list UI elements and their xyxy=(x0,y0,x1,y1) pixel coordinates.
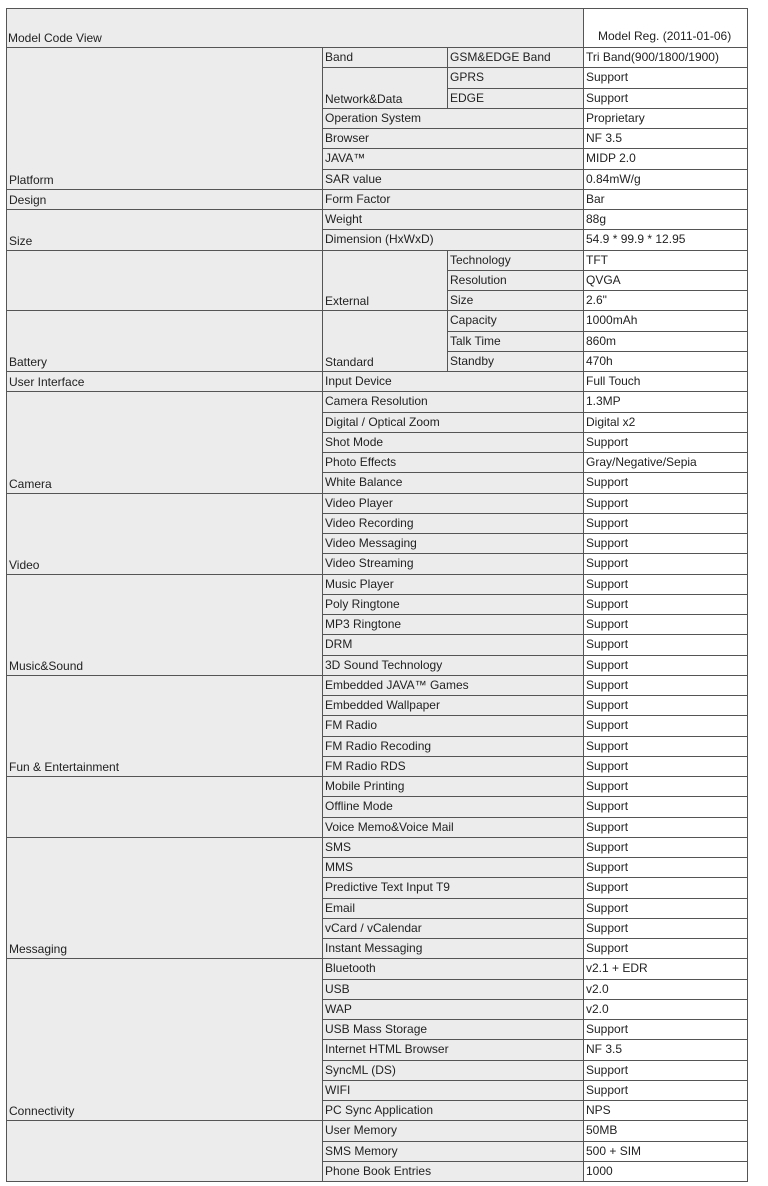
feature-cell: Instant Messaging xyxy=(322,939,583,959)
feature-cell: Phone Book Entries xyxy=(322,1162,583,1182)
value-cell: Support xyxy=(583,919,748,939)
category-label: Design xyxy=(9,193,47,207)
feature-cell: Browser xyxy=(322,129,583,149)
value-cell: 54.9 * 99.9 * 12.95 xyxy=(583,230,748,250)
feature-cell: Digital / Optical Zoom xyxy=(322,413,583,433)
feature-cell: Camera Resolution xyxy=(322,392,583,412)
value-cell: v2.1 + EDR xyxy=(583,959,748,979)
value-cell: Support xyxy=(583,797,748,817)
category-label: Fun & Entertainment xyxy=(9,760,120,774)
value-cell: 1000mAh xyxy=(583,311,748,331)
value-cell: 2.6" xyxy=(583,291,748,311)
group-cell xyxy=(322,68,447,109)
value-cell: Support xyxy=(583,554,748,574)
value-cell: MIDP 2.0 xyxy=(583,149,748,169)
category-cell xyxy=(6,210,322,251)
value-cell: Support xyxy=(583,595,748,615)
feature-cell: Operation System xyxy=(322,109,583,129)
feature-cell: User Memory xyxy=(322,1121,583,1141)
value-cell: 860m xyxy=(583,332,748,352)
feature-cell: Input Device xyxy=(322,372,583,392)
category-label: Battery xyxy=(9,355,48,369)
value-cell: Support xyxy=(583,757,748,777)
feature-cell: Internet HTML Browser xyxy=(322,1040,583,1060)
value-cell: Support xyxy=(583,899,748,919)
value-cell: 500 + SIM xyxy=(583,1142,748,1162)
category-cell xyxy=(6,251,322,312)
value-cell: v2.0 xyxy=(583,980,748,1000)
value-cell: Support xyxy=(583,635,748,655)
feature-cell: PC Sync Application xyxy=(322,1101,583,1121)
feature-cell: Video Messaging xyxy=(322,534,583,554)
feature-cell: WAP xyxy=(322,1000,583,1020)
feature-cell: Predictive Text Input T9 xyxy=(322,878,583,898)
value-cell: Support xyxy=(583,68,748,88)
feature-cell: Email xyxy=(322,899,583,919)
category-label: Connectivity xyxy=(9,1104,75,1119)
category-label: Video xyxy=(9,557,40,572)
value-cell: Support xyxy=(583,838,748,858)
category-cell xyxy=(6,48,322,190)
value-cell: 1000 xyxy=(583,1162,748,1182)
feature-cell: Voice Memo&Voice Mail xyxy=(322,818,583,838)
subfeature-cell: GPRS xyxy=(447,68,583,88)
value-cell: QVGA xyxy=(583,271,748,291)
subfeature-cell: Size xyxy=(447,291,583,311)
value-cell: TFT xyxy=(583,251,748,271)
category-cell xyxy=(6,392,322,493)
feature-cell: SAR value xyxy=(322,170,583,190)
value-cell: Digital x2 xyxy=(583,413,748,433)
feature-cell: JAVA™ xyxy=(322,149,583,169)
value-cell: Support xyxy=(583,878,748,898)
feature-cell: Embedded JAVA™ Games xyxy=(322,676,583,696)
category-cell xyxy=(6,959,322,1121)
feature-cell: Form Factor xyxy=(322,190,583,210)
category-cell xyxy=(6,575,322,676)
category-cell xyxy=(6,676,322,777)
value-cell: Support xyxy=(583,433,748,453)
feature-cell: WIFI xyxy=(322,1081,583,1101)
feature-cell: MMS xyxy=(322,858,583,878)
feature-cell: FM Radio Recoding xyxy=(322,737,583,757)
value-cell: 0.84mW/g xyxy=(583,170,748,190)
subfeature-cell: Talk Time xyxy=(447,332,583,352)
category-cell xyxy=(6,1121,322,1182)
feature-cell: Shot Mode xyxy=(322,433,583,453)
subfeature-cell: Standby xyxy=(447,352,583,372)
value-cell: Support xyxy=(583,1020,748,1040)
category-cell xyxy=(6,494,322,575)
value-cell: Support xyxy=(583,696,748,716)
feature-cell: FM Radio xyxy=(322,716,583,736)
feature-cell: DRM xyxy=(322,635,583,655)
subfeature-cell: Resolution xyxy=(447,271,583,291)
value-cell: Bar xyxy=(583,190,748,210)
value-cell: Support xyxy=(583,858,748,878)
value-cell: NF 3.5 xyxy=(583,1040,748,1060)
feature-cell: Music Player xyxy=(322,575,583,595)
group-label: External xyxy=(325,294,370,309)
value-cell: Support xyxy=(583,575,748,595)
subfeature-cell: Capacity xyxy=(447,311,583,331)
feature-cell: USB Mass Storage xyxy=(322,1020,583,1040)
value-cell: NPS xyxy=(583,1101,748,1121)
category-cell xyxy=(6,311,322,372)
value-cell: Support xyxy=(583,676,748,696)
model-reg-date: Model Reg. (2011-01-06) xyxy=(598,29,732,43)
feature-cell: SyncML (DS) xyxy=(322,1061,583,1081)
feature-cell: Poly Ringtone xyxy=(322,595,583,615)
feature-cell: SMS Memory xyxy=(322,1142,583,1162)
value-cell: Support xyxy=(583,615,748,635)
category-label: Platform xyxy=(9,172,54,187)
value-cell: Gray/Negative/Sepia xyxy=(583,453,748,473)
value-cell: Support xyxy=(583,656,748,676)
feature-cell: Video Recording xyxy=(322,514,583,534)
value-cell: Full Touch xyxy=(583,372,748,392)
category-label: Music&Sound xyxy=(9,658,84,673)
category-label: Messaging xyxy=(9,942,68,957)
feature-cell: FM Radio RDS xyxy=(322,757,583,777)
feature-cell: Mobile Printing xyxy=(322,777,583,797)
value-cell: Proprietary xyxy=(583,109,748,129)
feature-cell: SMS xyxy=(322,838,583,858)
feature-cell: White Balance xyxy=(322,473,583,493)
value-cell: 470h xyxy=(583,352,748,372)
value-cell: Support xyxy=(583,494,748,514)
feature-cell: Weight xyxy=(322,210,583,230)
value-cell: 88g xyxy=(583,210,748,230)
value-cell: Support xyxy=(583,818,748,838)
category-cell xyxy=(6,838,322,960)
value-cell: Tri Band(900/1800/1900) xyxy=(583,48,748,68)
value-cell: Support xyxy=(583,89,748,109)
value-cell: Support xyxy=(583,716,748,736)
feature-cell: Dimension (HxWxD) xyxy=(322,230,583,250)
feature-cell: Video Player xyxy=(322,494,583,514)
feature-cell: USB xyxy=(322,980,583,1000)
value-cell: Support xyxy=(583,939,748,959)
category-cell xyxy=(6,777,322,838)
category-label: User Interface xyxy=(9,375,85,390)
feature-cell: Offline Mode xyxy=(322,797,583,817)
category-cell xyxy=(6,372,322,392)
feature-cell: Embedded Wallpaper xyxy=(322,696,583,716)
value-cell: Support xyxy=(583,473,748,493)
group-label: Network&Data xyxy=(325,91,403,106)
value-cell: Support xyxy=(583,1061,748,1081)
value-cell: Support xyxy=(583,777,748,797)
feature-cell: Bluetooth xyxy=(322,959,583,979)
feature-cell: Band xyxy=(322,48,447,68)
subfeature-cell: EDGE xyxy=(447,89,583,109)
feature-cell: Video Streaming xyxy=(322,554,583,574)
category-cell xyxy=(6,190,322,210)
feature-cell: MP3 Ringtone xyxy=(322,615,583,635)
group-label: Standard xyxy=(325,355,374,369)
subfeature-cell: GSM&EDGE Band xyxy=(447,48,583,68)
value-cell: Support xyxy=(583,514,748,534)
feature-cell: vCard / vCalendar xyxy=(322,919,583,939)
category-label: Camera xyxy=(9,476,52,491)
category-label: Size xyxy=(9,233,33,248)
value-cell: NF 3.5 xyxy=(583,129,748,149)
value-cell: Support xyxy=(583,737,748,757)
group-cell xyxy=(322,311,447,372)
value-cell: Support xyxy=(583,534,748,554)
value-cell: 50MB xyxy=(583,1121,748,1141)
feature-cell: 3D Sound Technology xyxy=(322,656,583,676)
group-cell xyxy=(322,251,447,312)
feature-cell: Photo Effects xyxy=(322,453,583,473)
page-title: Model Code View xyxy=(8,31,102,45)
value-cell: Support xyxy=(583,1081,748,1101)
value-cell: v2.0 xyxy=(583,1000,748,1020)
value-cell: 1.3MP xyxy=(583,392,748,412)
subfeature-cell: Technology xyxy=(447,251,583,271)
